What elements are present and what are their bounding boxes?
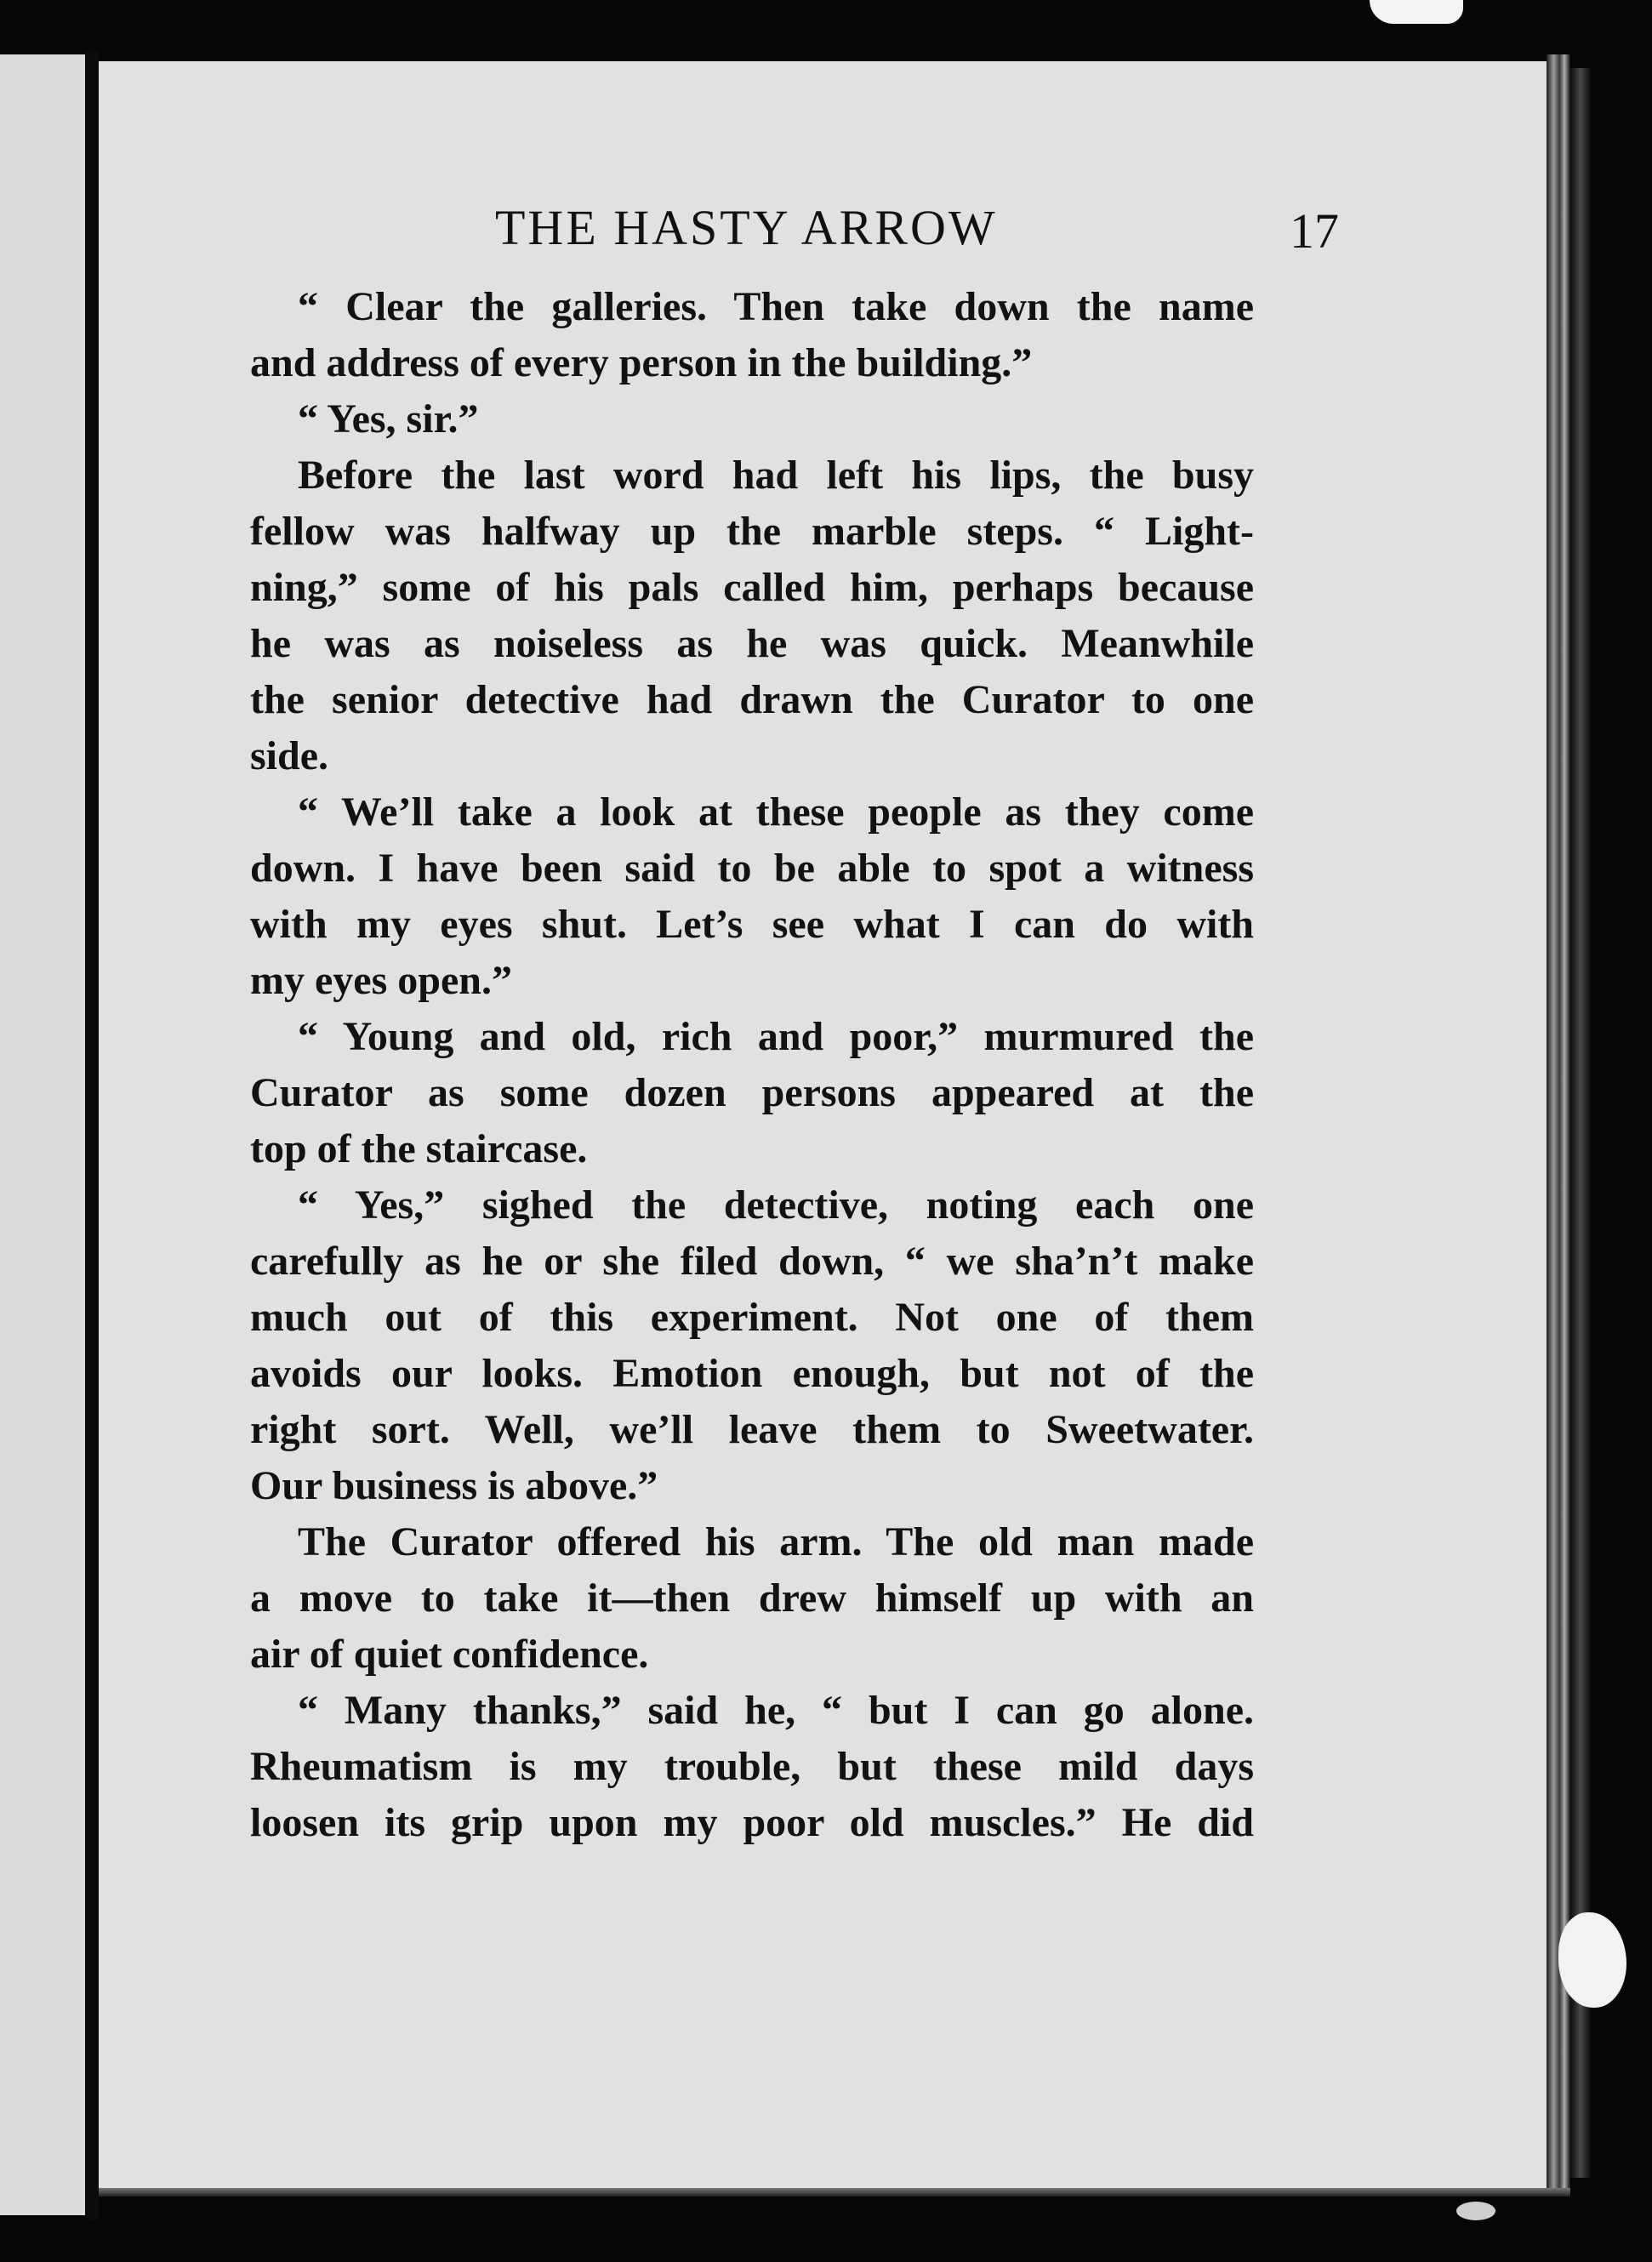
gutter-shadow: [85, 51, 99, 2220]
text-line: carefully as he or she filed down, “ we sha’n’t make: [250, 1239, 1254, 1284]
text-line: The Curator offered his arm. The old man made: [298, 1519, 1254, 1564]
text-line: avoids our looks. Emotion enough, but not of the: [250, 1351, 1254, 1396]
text-line: and address of every person in the building.”: [250, 340, 1033, 385]
body-text: [250, 279, 1254, 1851]
page-edge-right: [1547, 54, 1570, 2190]
running-title: THE HASTY ARROW: [495, 200, 998, 255]
text-line: the senior detective had drawn the Curator to one: [250, 677, 1254, 722]
text-line: “ Clear the galleries. Then take down the name: [298, 284, 1254, 329]
text-line: side.: [250, 733, 329, 778]
text-line: Rheumatism is my trouble, but these mild days: [250, 1744, 1254, 1789]
text-line: with my eyes shut. Let’s see what I can do with: [250, 902, 1254, 947]
text-line: Curator as some dozen persons appeared at the: [250, 1070, 1254, 1115]
text-line: he was as noiseless as he was quick. Meanwhile: [250, 621, 1254, 666]
text-line: “ Many thanks,” said he, “ but I can go alone.: [298, 1688, 1254, 1733]
text-line: air of quiet confidence.: [250, 1632, 649, 1677]
text-line: down. I have been said to be able to spot a witness: [250, 846, 1254, 891]
text-line: “ Yes, sir.”: [298, 396, 479, 442]
binding-edge: [1570, 68, 1591, 2178]
text-line: much out of this experiment. Not one of them: [250, 1295, 1254, 1340]
text-line: right sort. Well, we’ll leave them to Sweetwater.: [250, 1407, 1254, 1452]
page-edge-bottom: [99, 2188, 1570, 2196]
text-line: Before the last word had left his lips, the busy: [298, 453, 1254, 498]
text-line: loosen its grip upon my poor old muscles.” He did: [250, 1800, 1254, 1845]
text-line: a move to take it—then drew himself up with an: [250, 1575, 1254, 1621]
text-line: “ We’ll take a look at these people as they come: [298, 789, 1254, 835]
text-line: my eyes open.”: [250, 958, 512, 1003]
facing-page-strip: [0, 54, 85, 2215]
scan-artifact-bottom: [1456, 2202, 1495, 2220]
scan-artifact-top: [1370, 0, 1463, 24]
text-line: fellow was halfway up the marble steps. “ Light-: [250, 509, 1254, 554]
text-line: ning,” some of his pals called him, perhaps because: [250, 565, 1254, 610]
text-line: “ Yes,” sighed the detective, noting each one: [298, 1182, 1254, 1228]
text-line: top of the staircase.: [250, 1126, 588, 1171]
text-line: Our business is above.”: [250, 1463, 658, 1508]
text-line: “ Young and old, rich and poor,” murmured the: [298, 1014, 1254, 1059]
scan-artifact-right: [1558, 1912, 1626, 2008]
page-number: 17: [1290, 203, 1339, 259]
running-head: [99, 192, 1547, 264]
